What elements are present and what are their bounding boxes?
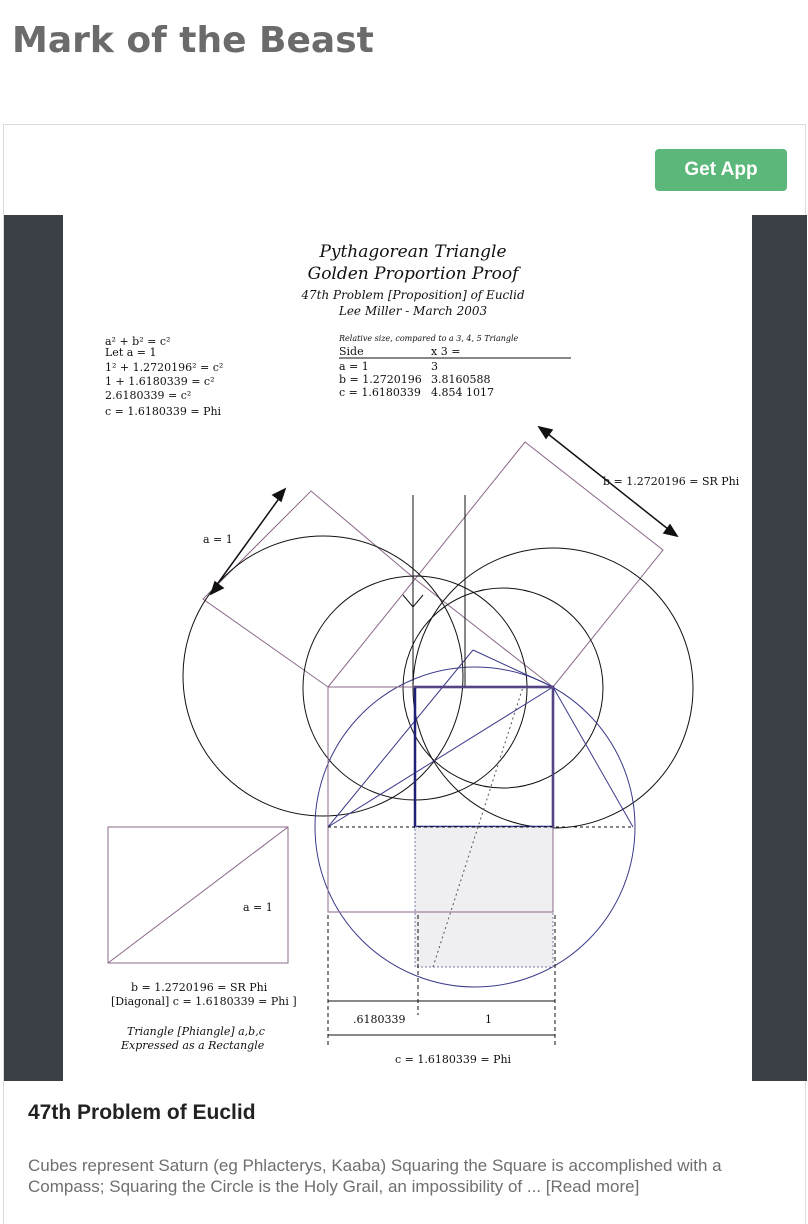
diagram-heading-4: Lee Miller - March 2003: [338, 304, 488, 318]
post-excerpt: [28, 1155, 788, 1197]
table-x3: 4.854 1017: [431, 386, 494, 399]
equation-line: 1² + 1.2720196² = c²: [105, 361, 224, 374]
diagram-heading-2: Golden Proportion Proof: [307, 264, 519, 284]
post-image: [63, 215, 752, 1081]
post-image-frame[interactable]: [4, 215, 807, 1081]
label-a-rect: a = 1: [243, 901, 273, 914]
triangle-note-1: Triangle [Phiangle] a,b,c: [127, 1025, 265, 1038]
dim-one: 1: [485, 1013, 492, 1026]
post-card[interactable]: [3, 124, 806, 1224]
equation-line: Let a = 1: [105, 346, 157, 359]
read-more-link[interactable]: [Read more]: [545, 1177, 640, 1196]
triangle-note-2: Expressed as a Rectangle: [121, 1039, 265, 1052]
relative-note: Relative size, compared to a 3, 4, 5 Triangle: [339, 334, 519, 343]
equation-line: c = 1.6180339 = Phi: [105, 405, 222, 418]
table-x3: 3: [431, 360, 438, 373]
euclid-diagram: [63, 215, 752, 1081]
equation-line: 2.6180339 = c²: [105, 389, 192, 402]
relative-size-table: [338, 334, 571, 399]
equations-block: [105, 335, 223, 418]
post-title[interactable]: 47th Problem of Euclid: [28, 1101, 256, 1124]
table-header-x3: x 3 =: [431, 345, 461, 358]
label-a-left: a = 1: [203, 533, 233, 546]
diagram-heading-3: 47th Problem [Proposition] of Euclid: [301, 288, 525, 302]
table-side: b = 1.2720196: [339, 373, 422, 386]
equation-line: 1 + 1.6180339 = c²: [105, 375, 215, 388]
label-diagonal: [Diagonal] c = 1.6180339 = Phi ]: [111, 995, 297, 1008]
label-b-bottom: b = 1.2720196 = SR Phi: [131, 981, 268, 994]
dim-c: c = 1.6180339 = Phi: [395, 1053, 512, 1066]
dim-small: .6180339: [353, 1013, 406, 1026]
table-x3: 3.8160588: [431, 373, 491, 386]
table-side: a = 1: [339, 360, 369, 373]
get-app-button[interactable]: Get App: [655, 149, 787, 191]
post-excerpt-text: Cubes represent Saturn (eg Phlacterys, Kaaba) Squaring the Square is accomplished with a Compass; Squaring the Circle is the Holy Grail, an impossibility of ...: [28, 1156, 722, 1196]
diagram-heading-1: Pythagorean Triangle: [319, 242, 507, 262]
page-title: Mark of the Beast: [12, 20, 374, 61]
table-header-side: Side: [339, 345, 364, 358]
label-b-right: b = 1.2720196 = SR Phi: [603, 475, 740, 488]
equation-line: a² + b² = c²: [105, 335, 171, 348]
table-side: c = 1.6180339: [339, 386, 421, 399]
